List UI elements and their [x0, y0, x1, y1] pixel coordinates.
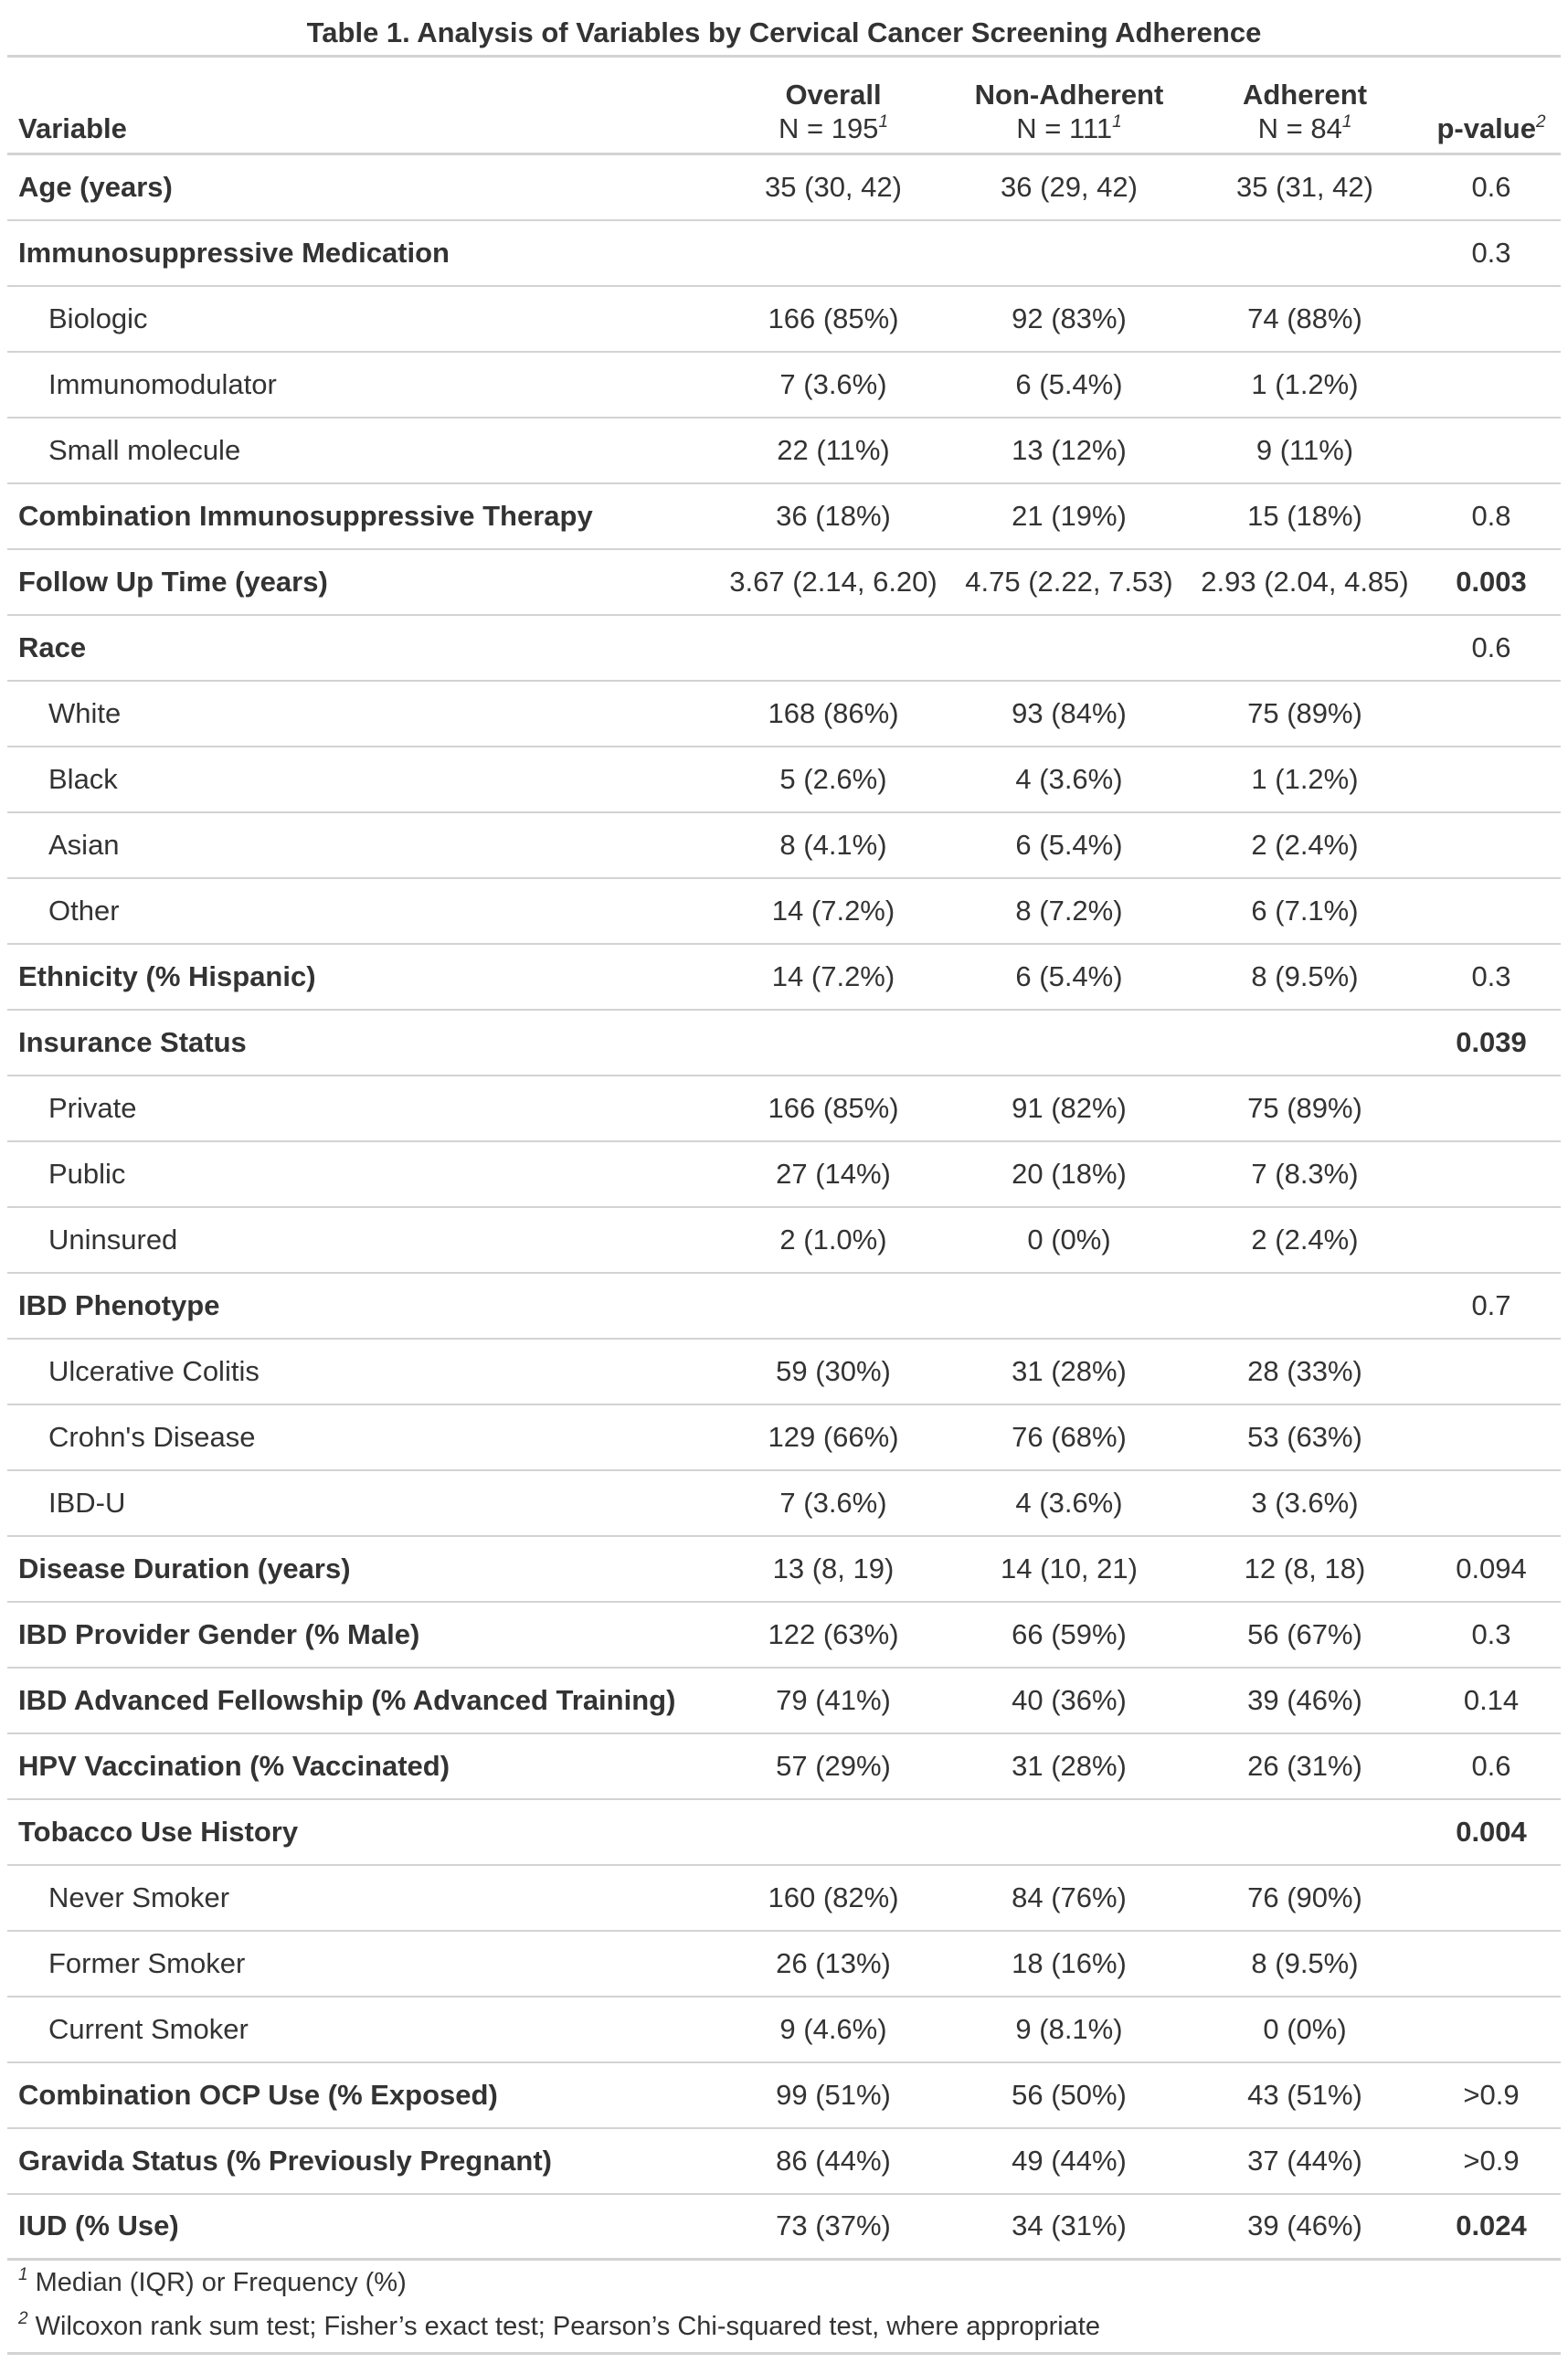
cell-adherent: 2 (2.4%): [1251, 1223, 1359, 1256]
cell-pvalue: [1422, 352, 1561, 418]
cell-nonadherent: 66 (59%): [1012, 1617, 1127, 1650]
footnote-marker: 1: [1112, 112, 1122, 132]
footnote-marker: 1: [878, 112, 889, 132]
cell-nonadherent: 4.75 (2.22, 7.53): [965, 565, 1173, 598]
table-row: [7, 2062, 1561, 2128]
table-row: [7, 220, 1561, 286]
header-pvalue: [1422, 57, 1561, 154]
cell-nonadherent: 34 (31%): [1012, 2209, 1127, 2242]
footnote-2-mark: 2: [18, 2309, 28, 2328]
row-label: Immunosuppressive Medication: [18, 236, 450, 269]
cell-nonadherent: [950, 615, 1188, 681]
cell-pvalue: [1422, 1141, 1561, 1207]
cell-adherent: 2 (2.4%): [1251, 828, 1359, 861]
cell-nonadherent: 6 (5.4%): [1015, 828, 1123, 861]
cell-pvalue: [1422, 681, 1561, 747]
header-nonadherent-label: Non-Adherent: [974, 79, 1164, 111]
row-label: IBD Provider Gender (% Male): [18, 1617, 420, 1650]
footnote-divider: [7, 2352, 1561, 2355]
header-variable-label: Variable: [18, 112, 127, 144]
cell-overall: 57 (29%): [776, 1749, 891, 1782]
cell-nonadherent: 84 (76%): [1012, 1881, 1127, 1913]
footnote-1-mark: 1: [18, 2265, 28, 2284]
table-row: [7, 1010, 1561, 1076]
row-sublabel: Ulcerative Colitis: [48, 1354, 260, 1387]
cell-overall: 160 (82%): [768, 1881, 899, 1913]
cell-nonadherent: 31 (28%): [1012, 1354, 1127, 1387]
table-row: [7, 418, 1561, 483]
table-row: [7, 1865, 1561, 1931]
cell-adherent: 74 (88%): [1247, 302, 1362, 334]
cell-pvalue: [1422, 812, 1561, 878]
cell-nonadherent: 4 (3.6%): [1015, 762, 1123, 795]
cell-pvalue: 0.6: [1471, 1749, 1511, 1782]
cell-nonadherent: 8 (7.2%): [1015, 894, 1123, 927]
cell-nonadherent: 9 (8.1%): [1015, 2012, 1123, 2045]
row-sublabel: Immunomodulator: [48, 367, 277, 400]
header-adherent-n-wrap: [1188, 111, 1422, 145]
table-row: [7, 878, 1561, 944]
header-adherent-n: N = 84: [1257, 112, 1342, 144]
row-sublabel: Uninsured: [48, 1223, 178, 1256]
cell-overall: 14 (7.2%): [771, 894, 895, 927]
cell-pvalue: [1422, 418, 1561, 483]
cell-adherent: [1188, 220, 1422, 286]
header-variable: [7, 57, 716, 154]
cell-overall: 13 (8, 19): [772, 1552, 895, 1584]
table-row: [7, 1931, 1561, 1997]
cell-pvalue: 0.3: [1471, 1617, 1511, 1650]
cell-nonadherent: 4 (3.6%): [1015, 1486, 1123, 1519]
cell-nonadherent: 40 (36%): [1012, 1683, 1127, 1716]
cell-pvalue: >0.9: [1463, 2078, 1520, 2111]
cell-pvalue: [1422, 1931, 1561, 1997]
cell-nonadherent: 91 (82%): [1012, 1091, 1127, 1124]
footnote-1-text: Median (IQR) or Frequency (%): [35, 2268, 407, 2297]
header-overall-n: N = 195: [778, 112, 879, 144]
row-label: Age (years): [18, 170, 173, 203]
table-row: [7, 1733, 1561, 1799]
cell-overall: 129 (66%): [768, 1420, 899, 1453]
cell-adherent: 2.93 (2.04, 4.85): [1201, 565, 1409, 598]
table-row: [7, 286, 1561, 352]
cell-pvalue: 0.039: [1456, 1025, 1527, 1058]
cell-nonadherent: 31 (28%): [1012, 1749, 1127, 1782]
cell-nonadherent: 49 (44%): [1012, 2144, 1127, 2177]
table-row: [7, 352, 1561, 418]
cell-adherent: 75 (89%): [1247, 696, 1362, 729]
cell-pvalue: [1422, 1339, 1561, 1404]
cell-adherent: 3 (3.6%): [1251, 1486, 1359, 1519]
row-sublabel: Biologic: [48, 302, 148, 334]
row-sublabel: Asian: [48, 828, 120, 861]
cell-pvalue: [1422, 1404, 1561, 1470]
cell-pvalue: [1422, 1997, 1561, 2062]
cell-overall: 3.67 (2.14, 6.20): [729, 565, 938, 598]
header-nonadherent-n: N = 111: [1016, 112, 1113, 144]
cell-pvalue: 0.024: [1456, 2209, 1527, 2242]
header-overall: [716, 57, 950, 154]
row-sublabel: White: [48, 696, 122, 729]
row-sublabel: Public: [48, 1157, 126, 1190]
cell-adherent: 0 (0%): [1263, 2012, 1347, 2045]
cell-adherent: 8 (9.5%): [1251, 1946, 1359, 1979]
cell-pvalue: 0.094: [1456, 1552, 1527, 1584]
cell-adherent: [1188, 1273, 1422, 1339]
cell-adherent: [1188, 1799, 1422, 1865]
cell-pvalue: 0.004: [1456, 1815, 1527, 1848]
cell-overall: 22 (11%): [777, 433, 890, 466]
cell-overall: 166 (85%): [768, 1091, 899, 1124]
row-label: IBD Phenotype: [18, 1288, 220, 1321]
cell-overall: 26 (13%): [776, 1946, 891, 1979]
cell-adherent: 1 (1.2%): [1251, 762, 1359, 795]
table-row: [7, 2128, 1561, 2194]
header-pvalue-label: p-value: [1436, 112, 1536, 144]
row-sublabel: Former Smoker: [48, 1946, 246, 1979]
cell-nonadherent: 92 (83%): [1012, 302, 1127, 334]
cell-pvalue: [1422, 286, 1561, 352]
row-label: Combination Immunosuppressive Therapy: [18, 499, 593, 532]
cell-adherent: 75 (89%): [1247, 1091, 1362, 1124]
header-adherent: [1188, 57, 1422, 154]
cell-adherent: [1188, 615, 1422, 681]
table-row: [7, 681, 1561, 747]
cell-adherent: 37 (44%): [1247, 2144, 1362, 2177]
row-label: Disease Duration (years): [18, 1552, 351, 1584]
row-sublabel: Black: [48, 762, 118, 795]
table-body: [7, 154, 1561, 2260]
cell-overall: [716, 220, 950, 286]
table-row: [7, 549, 1561, 615]
table-row: [7, 1470, 1561, 1536]
cell-nonadherent: 93 (84%): [1012, 696, 1127, 729]
cell-adherent: [1188, 1010, 1422, 1076]
row-label: HPV Vaccination (% Vaccinated): [18, 1749, 450, 1782]
cell-overall: [716, 1273, 950, 1339]
cell-nonadherent: [950, 1273, 1188, 1339]
cell-pvalue: [1422, 1865, 1561, 1931]
cell-nonadherent: 0 (0%): [1027, 1223, 1111, 1256]
cell-overall: 122 (63%): [768, 1617, 899, 1650]
cell-nonadherent: [950, 1010, 1188, 1076]
header-row: [7, 57, 1561, 154]
footnote-marker: 1: [1341, 112, 1352, 132]
cell-overall: 14 (7.2%): [771, 959, 895, 992]
cell-adherent: 39 (46%): [1247, 2209, 1362, 2242]
cell-adherent: 35 (31, 42): [1236, 170, 1373, 203]
row-label: Gravida Status (% Previously Pregnant): [18, 2144, 553, 2177]
cell-nonadherent: 56 (50%): [1012, 2078, 1127, 2111]
cell-overall: [716, 615, 950, 681]
row-label: Insurance Status: [18, 1025, 247, 1058]
row-label: Race: [18, 630, 87, 663]
cell-pvalue: 0.3: [1471, 959, 1511, 992]
cell-adherent: 39 (46%): [1247, 1683, 1362, 1716]
table-footnotes: [7, 2261, 1561, 2348]
header-nonadherent: [950, 57, 1188, 154]
cell-pvalue: 0.6: [1471, 170, 1511, 203]
table-row: [7, 1668, 1561, 1733]
footnote-2: [18, 2305, 1561, 2348]
cell-adherent: 12 (8, 18): [1244, 1552, 1366, 1584]
table-row: [7, 154, 1561, 220]
cell-nonadherent: 13 (12%): [1012, 433, 1127, 466]
header-adherent-label: Adherent: [1242, 79, 1368, 111]
cell-adherent: 9 (11%): [1255, 433, 1354, 466]
cell-overall: 73 (37%): [776, 2209, 891, 2242]
cell-adherent: 1 (1.2%): [1251, 367, 1359, 400]
row-sublabel: Never Smoker: [48, 1881, 230, 1913]
cell-adherent: 43 (51%): [1247, 2078, 1362, 2111]
cell-nonadherent: 6 (5.4%): [1015, 959, 1123, 992]
cell-overall: 79 (41%): [776, 1683, 891, 1716]
table-row: [7, 944, 1561, 1010]
cell-nonadherent: 6 (5.4%): [1015, 367, 1123, 400]
cell-overall: 86 (44%): [776, 2144, 891, 2177]
cell-nonadherent: 21 (19%): [1012, 499, 1127, 532]
table-row: [7, 1404, 1561, 1470]
header-nonadherent-n-wrap: [950, 111, 1188, 145]
cell-overall: 9 (4.6%): [779, 2012, 887, 2045]
table-row: [7, 1799, 1561, 1865]
cell-nonadherent: 18 (16%): [1012, 1946, 1127, 1979]
summary-table: [7, 55, 1561, 2261]
cell-nonadherent: [950, 1799, 1188, 1865]
cell-overall: [716, 1010, 950, 1076]
cell-overall: 7 (3.6%): [779, 1486, 887, 1519]
cell-adherent: 56 (67%): [1247, 1617, 1362, 1650]
cell-pvalue: [1422, 747, 1561, 812]
row-sublabel: Crohn's Disease: [48, 1420, 256, 1453]
cell-pvalue: 0.003: [1456, 565, 1527, 598]
cell-pvalue: >0.9: [1463, 2144, 1520, 2177]
table-row: [7, 2194, 1561, 2260]
cell-overall: 35 (30, 42): [765, 170, 902, 203]
table-row: [7, 747, 1561, 812]
row-sublabel: Small molecule: [48, 433, 241, 466]
table-row: [7, 615, 1561, 681]
cell-adherent: 6 (7.1%): [1251, 894, 1359, 927]
table-row: [7, 1339, 1561, 1404]
cell-overall: [716, 1799, 950, 1865]
table-row: [7, 1273, 1561, 1339]
cell-pvalue: 0.3: [1471, 236, 1511, 269]
cell-overall: 166 (85%): [768, 302, 899, 334]
row-sublabel: Other: [48, 894, 120, 927]
cell-overall: 7 (3.6%): [779, 367, 887, 400]
cell-overall: 5 (2.6%): [779, 762, 887, 795]
cell-adherent: 76 (90%): [1247, 1881, 1362, 1913]
cell-overall: 36 (18%): [776, 499, 891, 532]
cell-pvalue: 0.6: [1471, 630, 1511, 663]
row-sublabel: Private: [48, 1091, 137, 1124]
cell-pvalue: [1422, 1207, 1561, 1273]
footnote-2-text: Wilcoxon rank sum test; Fisher’s exact test; Pearson’s Chi-squared test, where appropriate: [35, 2312, 1100, 2341]
header-overall-n-wrap: [716, 111, 950, 145]
cell-pvalue: 0.14: [1463, 1683, 1520, 1716]
cell-overall: 2 (1.0%): [779, 1223, 887, 1256]
cell-overall: 8 (4.1%): [779, 828, 887, 861]
row-label: IBD Advanced Fellowship (% Advanced Training): [18, 1683, 676, 1716]
cell-nonadherent: 20 (18%): [1012, 1157, 1127, 1190]
cell-adherent: 26 (31%): [1247, 1749, 1362, 1782]
cell-nonadherent: 36 (29, 42): [1001, 170, 1138, 203]
cell-pvalue: 0.7: [1471, 1288, 1511, 1321]
cell-nonadherent: [950, 220, 1188, 286]
cell-adherent: 28 (33%): [1247, 1354, 1362, 1387]
cell-adherent: 7 (8.3%): [1251, 1157, 1359, 1190]
table-row: [7, 1997, 1561, 2062]
row-label: IUD (% Use): [18, 2209, 179, 2242]
table-row: [7, 1207, 1561, 1273]
row-label: Follow Up Time (years): [18, 565, 328, 598]
table-header: [7, 57, 1561, 154]
footnote-1: [18, 2261, 1561, 2305]
row-sublabel: IBD-U: [48, 1486, 126, 1519]
table-row: [7, 1536, 1561, 1602]
row-label: Tobacco Use History: [18, 1815, 299, 1848]
cell-pvalue: [1422, 1470, 1561, 1536]
cell-nonadherent: 14 (10, 21): [1001, 1552, 1138, 1584]
cell-overall: 27 (14%): [776, 1157, 891, 1190]
footnote-marker: 2: [1535, 112, 1546, 132]
cell-pvalue: 0.8: [1471, 499, 1511, 532]
table-row: [7, 1602, 1561, 1668]
cell-pvalue: [1422, 878, 1561, 944]
table-row: [7, 1076, 1561, 1141]
row-label: Ethnicity (% Hispanic): [18, 959, 316, 992]
cell-adherent: 15 (18%): [1247, 499, 1362, 532]
cell-nonadherent: 76 (68%): [1012, 1420, 1127, 1453]
row-label: Combination OCP Use (% Exposed): [18, 2078, 498, 2111]
row-sublabel: Current Smoker: [48, 2012, 249, 2045]
table-row: [7, 483, 1561, 549]
cell-overall: 99 (51%): [776, 2078, 891, 2111]
cell-adherent: 8 (9.5%): [1251, 959, 1359, 992]
table-row: [7, 812, 1561, 878]
cell-pvalue: [1422, 1076, 1561, 1141]
header-overall-label: Overall: [785, 79, 882, 111]
cell-overall: 168 (86%): [768, 696, 899, 729]
cell-overall: 59 (30%): [776, 1354, 891, 1387]
cell-adherent: 53 (63%): [1247, 1420, 1362, 1453]
table-row: [7, 1141, 1561, 1207]
table-title: Table 1. Analysis of Variables by Cervical Cancer Screening Adherence: [306, 16, 1262, 48]
